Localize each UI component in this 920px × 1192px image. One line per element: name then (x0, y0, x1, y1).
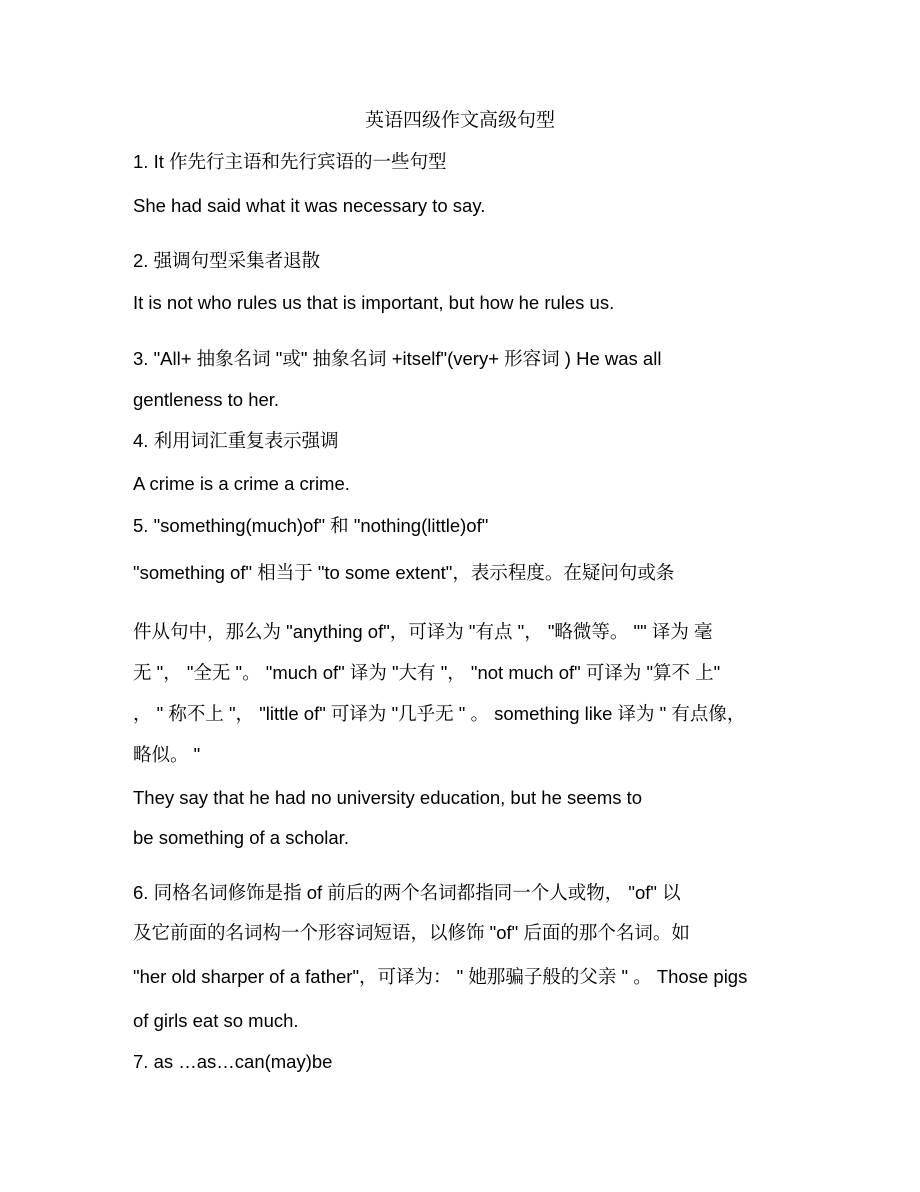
paragraph-5-line-4: ， " 称不上 "， "little of" 可译为 "几乎无 " 。 something like 译为 " 有点像， (133, 703, 746, 724)
paragraph-5-line-1: "something of" 相当于 "to some extent"，表示程度。在疑问句或条 (133, 562, 675, 583)
document-title: 英语四级作文高级句型 (364, 109, 555, 131)
paragraph-5-line-5: 略似。 " (133, 744, 201, 765)
paragraph-6-line-2: 及它前面的名词构一个形容词短语，以修饰 "of" 后面的那个名词。如 (133, 922, 690, 943)
heading-7: 7. as …as…can(may)be (133, 1051, 333, 1072)
example-5-line-1: They say that he had no university education, but he seems to (133, 787, 643, 808)
paragraph-5-line-2: 件从句中，那么为 "anything of"，可译为 "有点 "， "略微等。 "" 译为 毫 (133, 621, 713, 642)
heading-4: 4. 利用词汇重复表示强调 (133, 430, 339, 451)
example-5-line-2: be something of a scholar. (133, 827, 349, 848)
heading-1: 1. It 作先行主语和先行宾语的一些句型 (133, 151, 447, 172)
heading-6: 6. 同格名词修饰是指 of 前后的两个名词都指同一个人或物， "of" 以 (133, 882, 681, 903)
paragraph-6-line-3: "her old sharper of a father"，可译为： " 她那骗子般的父亲 " 。 Those pigs (133, 966, 748, 987)
example-6: of girls eat so much. (133, 1010, 299, 1031)
example-3-cont: gentleness to her. (133, 389, 280, 410)
heading-2: 2. 强调句型采集者退散 (133, 250, 321, 271)
example-2: It is not who rules us that is important, but how he rules us. (133, 292, 615, 313)
example-4: A crime is a crime a crime. (133, 473, 350, 494)
example-1: She had said what it was necessary to say. (133, 195, 486, 216)
heading-3: 3. "All+ 抽象名词 "或" 抽象名词 +itself"(very+ 形容词 ) He was all (133, 348, 662, 369)
paragraph-5-line-3: 无 "， "全无 "。 "much of" 译为 "大有 "， "not much of" 可译为 "算不 上" (133, 662, 721, 683)
heading-5: 5. "something(much)of" 和 "nothing(little)of" (133, 515, 489, 536)
